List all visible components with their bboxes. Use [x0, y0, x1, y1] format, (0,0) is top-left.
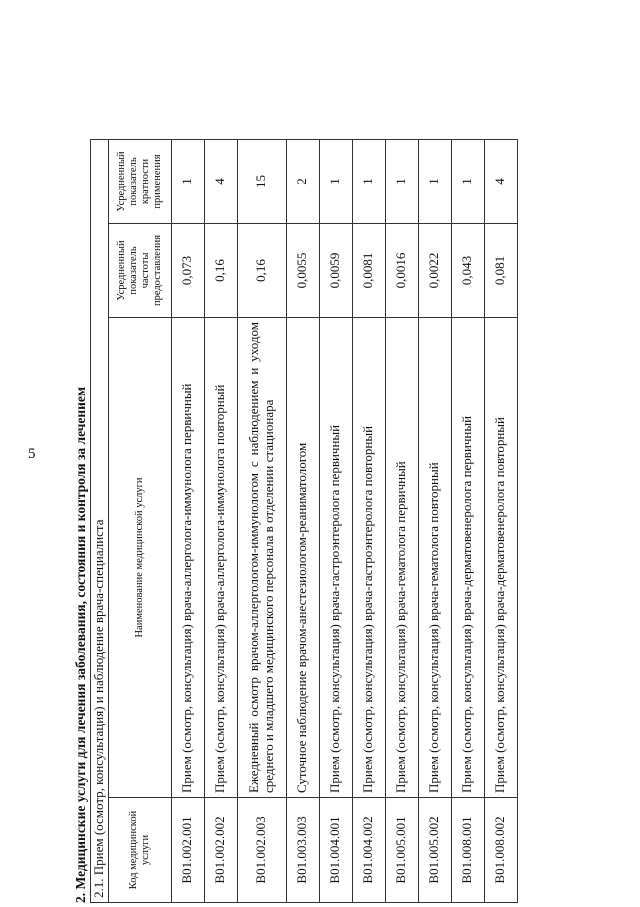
cell-code: B01.003.003	[286, 798, 319, 903]
cell-frequency: 0,081	[484, 224, 517, 318]
cell-multiplicity: 1	[451, 140, 484, 224]
cell-multiplicity: 1	[171, 140, 204, 224]
cell-code: B01.004.002	[352, 798, 385, 903]
cell-frequency: 0,073	[171, 224, 204, 318]
cell-code: B01.005.001	[385, 798, 418, 903]
table-row	[237, 140, 286, 903]
cell-frequency: 0,0081	[352, 224, 385, 318]
header-multiplicity: Усредненный показатель кратности применения	[108, 140, 171, 224]
cell-name: Прием (осмотр, консультация) врача-дерматовенеролога повторный	[484, 318, 517, 798]
cell-name: Ежедневный осмотр врачом-аллергологом-иммунологом с наблюдением и уходом среднего и младшего медицинского персонала в отделении стационара	[237, 318, 286, 798]
cell-frequency: 0,16	[237, 224, 286, 318]
cell-name: Прием (осмотр, консультация) врача-аллерголога-иммунолога первичный	[171, 318, 204, 798]
services-table	[90, 139, 518, 903]
cell-code: B01.002.001	[171, 798, 204, 903]
cell-name: Прием (осмотр, консультация) врача-гастроэнтеролога первичный	[319, 318, 352, 798]
cell-multiplicity: 15	[237, 140, 286, 224]
header-name: Наименование медицинской услуги	[108, 318, 171, 798]
page-number: 5	[28, 446, 36, 462]
cell-code: B01.002.002	[204, 798, 237, 903]
cell-frequency: 0,0022	[418, 224, 451, 318]
cell-name: Прием (осмотр, консультация) врача-гематолога первичный	[385, 318, 418, 798]
cell-name: Прием (осмотр, консультация) врача-гематолога повторный	[418, 318, 451, 798]
cell-frequency: 0,16	[204, 224, 237, 318]
cell-name: Прием (осмотр, консультация) врача-дерматовенеролога первичный	[451, 318, 484, 798]
table-row	[286, 140, 319, 903]
cell-multiplicity: 1	[352, 140, 385, 224]
cell-code: B01.008.002	[484, 798, 517, 903]
table-row	[319, 140, 352, 903]
table-row	[204, 140, 237, 903]
subsection-title: 2.1. Прием (осмотр, консультация) и наблюдение врача-специалиста	[91, 140, 109, 903]
cell-multiplicity: 1	[418, 140, 451, 224]
table-row	[484, 140, 517, 903]
header-frequency: Усредненный показатель частоты предоставления	[108, 224, 171, 318]
cell-frequency: 0,0059	[319, 224, 352, 318]
cell-frequency: 0,043	[451, 224, 484, 318]
cell-multiplicity: 1	[319, 140, 352, 224]
table-row	[451, 140, 484, 903]
cell-frequency: 0,0016	[385, 224, 418, 318]
subsection-row	[91, 140, 109, 903]
table-row	[171, 140, 204, 903]
cell-name: Прием (осмотр, консультация) врача-гастроэнтеролога повторный	[352, 318, 385, 798]
header-row	[108, 140, 171, 903]
cell-name: Суточное наблюдение врачом-анестезиологом-реаниматологом	[286, 318, 319, 798]
cell-name: Прием (осмотр, консультация) врача-аллерголога-иммунолога повторный	[204, 318, 237, 798]
cell-code: B01.005.002	[418, 798, 451, 903]
table-row	[352, 140, 385, 903]
cell-code: B01.008.001	[451, 798, 484, 903]
table-row	[385, 140, 418, 903]
header-code: Код медицинской услуги	[108, 798, 171, 903]
cell-code: B01.002.003	[237, 798, 286, 903]
table-row	[418, 140, 451, 903]
cell-multiplicity: 4	[204, 140, 237, 224]
cell-multiplicity: 4	[484, 140, 517, 224]
section-title: 2. Медицинские услуги для лечения заболевания, состояния и контроля за лечением	[73, 386, 88, 903]
rotated-page-content	[70, 0, 635, 903]
cell-multiplicity: 2	[286, 140, 319, 224]
cell-code: B01.004.001	[319, 798, 352, 903]
cell-frequency: 0,0055	[286, 224, 319, 318]
cell-multiplicity: 1	[385, 140, 418, 224]
